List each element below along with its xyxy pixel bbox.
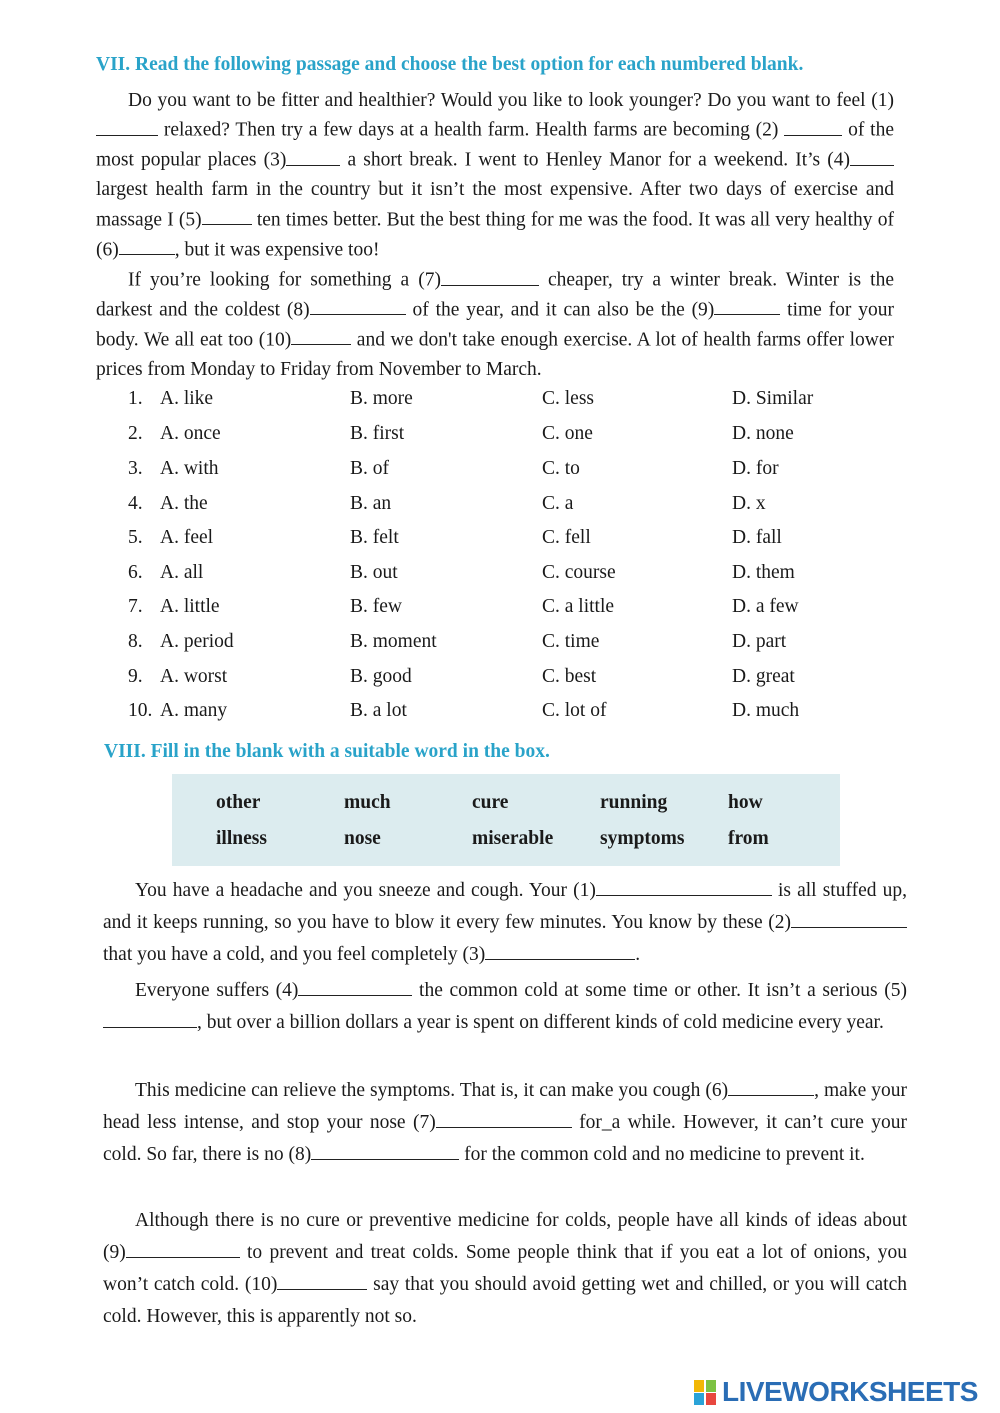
blank-8-10[interactable] <box>277 1270 367 1291</box>
option-d[interactable]: D. them <box>732 562 795 583</box>
option-b[interactable]: B. a lot <box>350 700 407 721</box>
option-b[interactable]: B. good <box>350 666 412 687</box>
option-a[interactable]: A. the <box>160 493 208 514</box>
option-a[interactable]: A. worst <box>160 666 228 687</box>
option-c[interactable]: C. less <box>542 388 595 409</box>
question-row <box>128 388 848 418</box>
word-box-item: cure <box>472 792 509 813</box>
passage-7-para-2: If you’re looking for something a (7) cheaper, try a winter break. Winter is the darkest and the coldest (8) of the year, and it can also be the (9) time for your body. We all eat too (10) and we don't take enough exercise. A lot of health farms offer lower prices from Monday to Friday from November to March. <box>96 265 894 384</box>
question-number: 1. <box>128 388 143 409</box>
option-b[interactable]: B. moment <box>350 631 437 652</box>
option-b[interactable]: B. more <box>350 388 413 409</box>
option-b[interactable]: B. felt <box>350 527 399 548</box>
blank-7[interactable] <box>441 265 539 286</box>
word-box-item: how <box>728 792 763 813</box>
option-c[interactable]: C. to <box>542 458 580 479</box>
question-row <box>128 700 848 730</box>
blank-4[interactable] <box>850 145 894 166</box>
option-a[interactable]: A. many <box>160 700 228 721</box>
blank-2[interactable] <box>784 115 842 136</box>
question-row <box>128 666 848 696</box>
logo-grid-icon <box>694 1378 718 1406</box>
question-row <box>128 527 848 557</box>
passage-8-para-1: You have a headache and you sneeze and cough. Your (1) is all stuffed up, and it keeps running, so you have to blow it every few minutes. You know by these (2) that you have a cold, and you feel completely (3) . <box>103 875 907 971</box>
option-a[interactable]: A. like <box>160 388 214 409</box>
question-number: 4. <box>128 493 143 514</box>
liveworksheets-logo <box>694 1374 978 1410</box>
word-box-item: illness <box>216 828 267 849</box>
question-number: 8. <box>128 631 143 652</box>
blank-8-4[interactable] <box>298 976 412 997</box>
word-box-item: nose <box>344 828 381 849</box>
word-box-item: symptoms <box>600 828 685 849</box>
option-b[interactable]: B. of <box>350 458 389 479</box>
option-a[interactable]: A. period <box>160 631 234 652</box>
option-d[interactable]: D. none <box>732 423 794 444</box>
option-c[interactable]: C. best <box>542 666 597 687</box>
option-d[interactable]: D. great <box>732 666 795 687</box>
blank-8[interactable] <box>310 295 406 316</box>
option-a[interactable]: A. all <box>160 562 204 583</box>
question-number: 6. <box>128 562 143 583</box>
question-row <box>128 631 848 661</box>
blank-8-6[interactable] <box>728 1076 814 1097</box>
blank-5[interactable] <box>202 205 252 226</box>
word-box-item: miserable <box>472 828 554 849</box>
word-box-item: from <box>728 828 769 849</box>
option-a[interactable]: A. little <box>160 596 220 617</box>
passage-8-para-3: This medicine can relieve the symptoms. That is, it can make you cough (6) , make your head less intense, and stop your nose (7) for_a while. However, it can’t cure your cold. So far, there is no (8) for the common cold and no medicine to prevent it. <box>103 1075 907 1171</box>
option-b[interactable]: B. first <box>350 423 405 444</box>
option-c[interactable]: C. fell <box>542 527 591 548</box>
option-b[interactable]: B. out <box>350 562 398 583</box>
option-c[interactable]: C. lot of <box>542 700 607 721</box>
option-d[interactable]: D. much <box>732 700 800 721</box>
blank-8-5[interactable] <box>103 1008 197 1029</box>
question-number: 9. <box>128 666 143 687</box>
blank-8-1[interactable] <box>596 876 772 897</box>
blank-8-9[interactable] <box>126 1238 240 1259</box>
option-c[interactable]: C. time <box>542 631 600 652</box>
option-c[interactable]: C. a little <box>542 596 615 617</box>
option-c[interactable]: C. one <box>542 423 593 444</box>
blank-8-8[interactable] <box>311 1140 459 1161</box>
passage-7-para-1: Do you want to be fitter and healthier? Would you like to look younger? Do you want to feel (1) relaxed? Then try a few days at a health farm. Health farms are becoming (2) of the most popular places (3) a short break. I went to Henley Manor for a weekend. It’s (4) largest health farm in the country but it isn’t the most expensive. After two days of exercise and massage I (5) ten times better. But the best thing for me was the food. It was all very healthy of (6) , but it was expensive too! <box>96 90 894 261</box>
question-number: 3. <box>128 458 143 479</box>
question-row <box>128 423 848 453</box>
blank-8-7[interactable] <box>436 1108 572 1129</box>
blank-9[interactable] <box>714 295 780 316</box>
blank-6[interactable] <box>119 235 175 256</box>
question-number: 5. <box>128 527 143 548</box>
question-number: 10. <box>128 700 153 721</box>
option-a[interactable]: A. with <box>160 458 219 479</box>
section-7-heading: VII. Read the following passage and choose the best option for each numbered blank. <box>96 54 804 75</box>
logo-text: LIVEWORKSHEETS <box>722 1376 978 1407</box>
word-box <box>172 774 840 866</box>
option-d[interactable]: D. Similar <box>732 388 814 409</box>
section-8-heading: VIII. Fill in the blank with a suitable word in the box. <box>104 741 550 762</box>
option-d[interactable]: D. for <box>732 458 779 479</box>
passage-8-para-2: Everyone suffers (4) the common cold at some time or other. It isn’t a serious (5), but over a billion dollars a year is spent on different kinds of cold medicine every year. <box>103 975 907 1039</box>
option-d[interactable]: D. part <box>732 631 787 652</box>
question-row <box>128 493 848 523</box>
blank-10[interactable] <box>291 325 351 346</box>
blank-3[interactable] <box>286 145 340 166</box>
option-d[interactable]: D. fall <box>732 527 782 548</box>
option-b[interactable]: B. few <box>350 596 402 617</box>
option-d[interactable]: D. x <box>732 493 766 514</box>
option-a[interactable]: A. once <box>160 423 221 444</box>
passage-8-para-4: Although there is no cure or preventive medicine for colds, people have all kinds of ideas about (9) to prevent and treat colds. Some people think that if you eat a lot of onions, you won’t catch cold. (10) say that you should avoid getting wet and chilled, or you will catch cold. However, this is apparently not so. <box>103 1210 907 1327</box>
question-row <box>128 562 848 592</box>
blank-8-3[interactable] <box>485 940 635 961</box>
blank-1[interactable] <box>96 115 158 136</box>
question-number: 2. <box>128 423 143 444</box>
question-row <box>128 458 848 488</box>
option-a[interactable]: A. feel <box>160 527 214 548</box>
option-b[interactable]: B. an <box>350 493 392 514</box>
option-c[interactable]: C. course <box>542 562 616 583</box>
word-box-item: other <box>216 792 261 813</box>
option-d[interactable]: D. a few <box>732 596 799 617</box>
question-number: 7. <box>128 596 143 617</box>
question-row <box>128 596 848 626</box>
blank-8-2[interactable] <box>791 908 907 929</box>
word-box-item: running <box>600 792 668 813</box>
option-c[interactable]: C. a <box>542 493 574 514</box>
word-box-item: much <box>344 792 391 813</box>
